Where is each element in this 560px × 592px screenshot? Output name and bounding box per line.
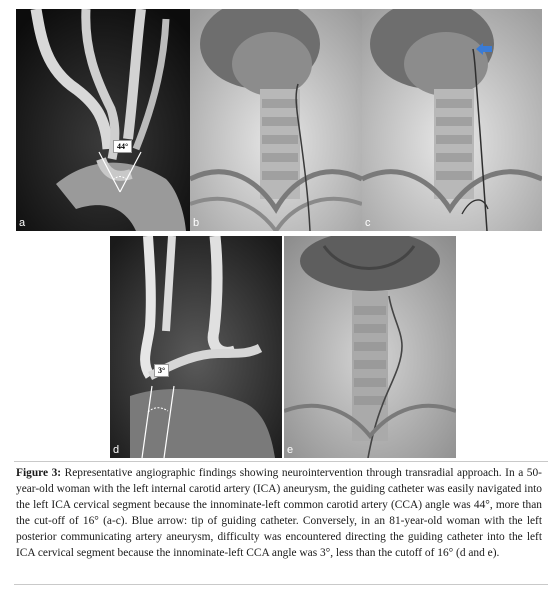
angle-label-a: 44° bbox=[113, 140, 132, 153]
panel-a-angiogram bbox=[16, 9, 190, 231]
angiogram-d-image bbox=[110, 236, 282, 458]
panel-c-fluoroscopy bbox=[362, 9, 542, 231]
panel-label-e: e bbox=[287, 444, 294, 456]
figure-caption bbox=[16, 466, 542, 561]
angiogram-a-image bbox=[16, 9, 190, 231]
fluoroscopy-c-image bbox=[362, 9, 542, 231]
panel-d-angiogram bbox=[110, 236, 282, 458]
panel-label-a: a bbox=[19, 217, 26, 229]
caption-label: Figure 3: bbox=[16, 467, 62, 479]
caption-text: Representative angiographic findings showing neurointervention through transradial approach. In a 50-year-old woman with the left internal carotid artery (ICA) aneurysm, the guiding catheter was easily navigated into the left ICA cervical segment because the innominate-left common carotid artery (CCA) angle was 44°, more than the cut-off of 16° (a-c). Blue arrow: tip of guiding catheter. Conversely, in an 81-year-old woman with the left posterior communicating artery aneurysm, difficulty was encountered directing the guiding catheter into the left ICA cervical segment because the innominate-left CCA angle was 3°, less than the cutoff of 16° (d and e). bbox=[16, 467, 542, 559]
fluoroscopy-e-image bbox=[284, 236, 456, 458]
panel-label-c: c bbox=[365, 217, 371, 229]
panel-b-fluoroscopy bbox=[190, 9, 362, 231]
guiding-catheter-tip-arrow-icon bbox=[476, 43, 492, 55]
panel-label-d: d bbox=[113, 444, 120, 456]
caption-divider bbox=[14, 461, 548, 462]
caption-bottom-divider bbox=[14, 584, 548, 585]
angle-label-d: 3° bbox=[154, 364, 169, 377]
fluoroscopy-b-image bbox=[190, 9, 362, 231]
panel-label-b: b bbox=[193, 217, 200, 229]
panel-e-fluoroscopy bbox=[284, 236, 456, 458]
